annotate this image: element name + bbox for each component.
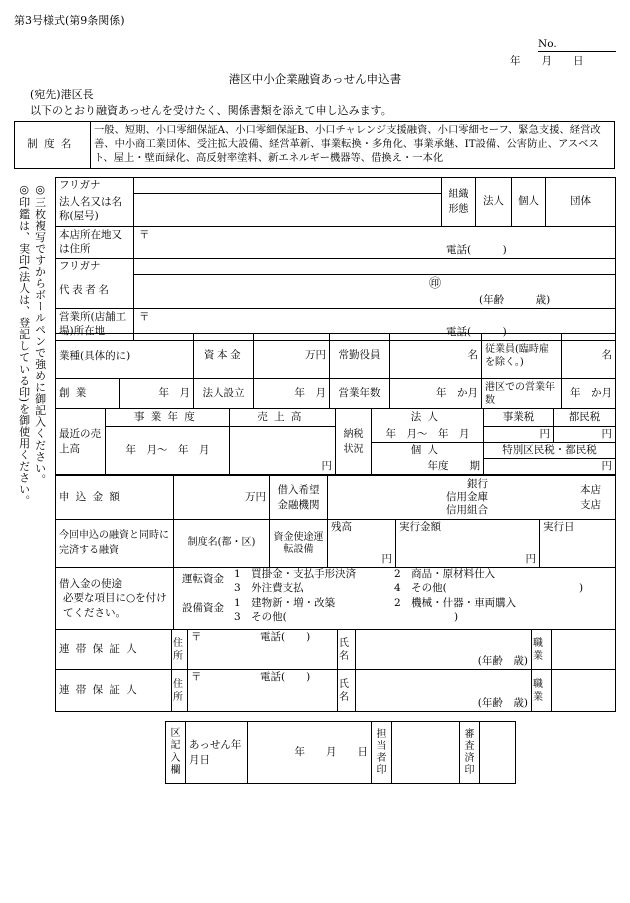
- staff-seal-label: 担当者印: [372, 722, 392, 784]
- application-date[interactable]: 年 月 日: [510, 55, 584, 67]
- loan-amount-input[interactable]: 万円: [174, 476, 270, 520]
- tax-indiv-label: 個人: [372, 443, 484, 459]
- sales-period-input[interactable]: 年 月～ 年 月: [106, 427, 230, 475]
- balance-input[interactable]: [328, 520, 396, 568]
- unten-option-2[interactable]: 2 商品・原材料仕入: [394, 568, 496, 580]
- incorp-input[interactable]: 年 月: [254, 379, 330, 409]
- side-note-seal: ◎印鑑は、実印(法人は、登記している印)を御使用ください。: [17, 183, 31, 507]
- review-seal-label: 審査済印: [460, 722, 480, 784]
- applicant-table: [55, 177, 616, 341]
- branch-shiten: 支店: [580, 499, 601, 511]
- industry-label-text: 業種(具体的に): [59, 349, 131, 362]
- tax-corp-period[interactable]: 年 月～ 年 月: [372, 427, 484, 443]
- guarantor-1-addr-label: 住所: [172, 630, 188, 670]
- incorp-label: 法人設立: [194, 379, 254, 409]
- sales-label: 最近の売上高: [56, 409, 106, 475]
- bank-type-shinkin: 信用金庫: [446, 491, 488, 503]
- guarantor-2-name[interactable]: (年齢 歳): [356, 670, 532, 712]
- unten-option-1[interactable]: 1 買掛金・支払手形決済: [234, 568, 357, 580]
- review-seal-box[interactable]: [480, 722, 516, 784]
- exec-amount-unit: 円: [525, 552, 536, 565]
- tax-label: 納税状況: [336, 409, 372, 475]
- special-tax-input[interactable]: 円: [484, 459, 616, 475]
- years-input[interactable]: 年 か月: [390, 379, 482, 409]
- concurrent-use-label: 資金使途運転設備: [270, 520, 328, 568]
- purpose-options[interactable]: [174, 568, 616, 630]
- address-input[interactable]: [134, 226, 616, 258]
- address-phone: 電話( ): [446, 243, 507, 256]
- guarantor-2-addr-label: 住所: [172, 670, 188, 712]
- employees-input[interactable]: 名: [562, 334, 616, 379]
- unten-option-3[interactable]: 3 外注費支払: [234, 582, 304, 594]
- guarantor-1-job[interactable]: [552, 630, 616, 670]
- guarantor-2-label: 連帯保証人: [56, 670, 172, 712]
- years-label: 営業年数: [330, 379, 390, 409]
- branch-honten: 本店: [580, 484, 601, 496]
- exec-date-input[interactable]: [540, 520, 616, 568]
- guarantor-1-address[interactable]: [188, 630, 338, 670]
- org-option-group[interactable]: 団体: [546, 178, 616, 227]
- setsubi-option-1[interactable]: 1 建物新・増・改築: [234, 597, 336, 609]
- office-date-label: あっせん年月日: [186, 722, 248, 784]
- exec-amount-label: 実行金額: [399, 521, 441, 533]
- tax-corp-label: 法人: [372, 409, 484, 427]
- guarantor-table: [55, 629, 616, 712]
- bank-label: 借入希望金融機関: [270, 476, 328, 520]
- setsubi-option-3[interactable]: 3 その他(: [234, 611, 287, 623]
- office-label: 営業所(店舗工場)所在地: [56, 308, 134, 340]
- guarantor-2-name-label: 氏名: [338, 670, 356, 712]
- guarantor-1-phone: 電話( ): [260, 631, 311, 643]
- guarantor-1-job-label: 職業: [532, 630, 552, 670]
- purpose-title: 借入金の使途: [59, 578, 122, 591]
- minato-years-label: 港区での営業年数: [482, 379, 562, 409]
- furigana-label: フリガナ: [56, 178, 134, 194]
- officers-label: 常勤役員: [330, 334, 390, 379]
- address-label: 本店所在地又は住所: [56, 226, 134, 258]
- concurrent-seido-label: 制度名(都・区): [174, 520, 270, 568]
- name-label: 法人名又は名称(屋号): [56, 193, 134, 226]
- guarantor-2-job[interactable]: [552, 670, 616, 712]
- office-use-label: 区記入欄: [166, 722, 186, 784]
- balance-unit: 円: [381, 552, 392, 565]
- tax-indiv-period[interactable]: 年度 期: [372, 459, 484, 475]
- rep-age: (年齢 歳): [479, 293, 551, 306]
- sales-period-label: 事業年度: [106, 409, 230, 427]
- office-date-input[interactable]: 年 月 日: [248, 722, 372, 784]
- guarantor-2-postal: 〒: [191, 671, 202, 683]
- side-note-ballpen: ◎三枚複写ですからボールペンで強めに御記入ください。: [33, 183, 47, 486]
- founded-input[interactable]: 年 月: [120, 379, 194, 409]
- guarantor-2-address[interactable]: [188, 670, 338, 712]
- guarantor-2-phone: 電話( ): [260, 671, 311, 683]
- rep-name-label: 代表者名: [56, 274, 134, 308]
- bank-input[interactable]: [328, 476, 616, 520]
- rep-furigana-label: フリガナ: [56, 259, 134, 275]
- form-number: 第3号様式(第9条関係): [14, 14, 125, 27]
- business-table: [55, 333, 616, 409]
- biz-tax-label: 事業税: [484, 409, 554, 427]
- concurrent-label: 今回申込の融資と同時に完済する融資: [56, 520, 174, 568]
- exec-amount-input[interactable]: [396, 520, 540, 568]
- sales-amount-label: 売上高: [230, 409, 336, 427]
- addressee: (宛先)港区長: [30, 88, 94, 101]
- page-title: 港区中小企業融資あっせん申込書: [228, 72, 402, 86]
- pref-tax-label: 都民税: [554, 409, 616, 427]
- setsubi-close: ): [454, 611, 459, 623]
- staff-seal-box[interactable]: [392, 722, 460, 784]
- office-postal: 〒: [139, 310, 150, 323]
- unten-close: ): [579, 582, 584, 594]
- special-tax-label: 特別区民税・都民税: [484, 443, 616, 459]
- exec-date-label: 実行日: [543, 521, 575, 533]
- sales-table: [55, 408, 616, 475]
- capital-input[interactable]: 万円: [254, 334, 330, 379]
- address-postal: 〒: [139, 228, 150, 241]
- number-field[interactable]: [538, 38, 616, 52]
- bank-type-kumiai: 信用組合: [446, 504, 488, 516]
- seido-table: [14, 121, 615, 169]
- intro-text: 以下のとおり融資あっせんを受けたく、関係書類を添えて申し込みます。: [30, 104, 392, 117]
- setsubi-label: 設備資金: [182, 602, 224, 614]
- office-phone: 電話( ): [446, 325, 507, 338]
- officers-input[interactable]: 名: [390, 334, 482, 379]
- number-label: No.: [538, 38, 557, 50]
- furigana-input[interactable]: [134, 178, 442, 194]
- office-use-table: [165, 721, 516, 784]
- org-option-corp[interactable]: 法人: [476, 178, 512, 227]
- guarantor-1-postal: 〒: [191, 631, 202, 643]
- org-form-label: 組織形態: [442, 178, 476, 227]
- founded-label: 創業: [56, 379, 120, 409]
- guarantor-1-label: 連帯保証人: [56, 630, 172, 670]
- guarantor-2-job-label: 職業: [532, 670, 552, 712]
- industry-label: [56, 334, 194, 379]
- employees-label: 従業員(臨時雇を除く。): [482, 334, 562, 379]
- loan-table: [55, 475, 616, 630]
- bank-type-bank: 銀行: [467, 478, 488, 490]
- purpose-label: [56, 568, 174, 630]
- guarantor-1-name[interactable]: (年齢 歳): [356, 630, 532, 670]
- pref-tax-input[interactable]: 円: [554, 427, 616, 443]
- purpose-note: 必要な項目に○を付けてください。: [63, 592, 167, 619]
- seal-mark: ㊞: [429, 275, 442, 290]
- unten-label: 運転資金: [182, 573, 224, 585]
- seido-label: 制度名: [15, 122, 91, 169]
- rep-name-input[interactable]: [134, 274, 616, 308]
- org-option-indiv[interactable]: 個人: [512, 178, 546, 227]
- seido-list[interactable]: 一般、短期、小口零細保証A、小口零細保証B、小口チャレンジ支援融資、小口零細セーフ、緊急支援、経営改善、中小商工業団体、受注拡大設備、経営革新、事業転換・多角化、事業承継、IT設備、公害防止、アスベスト、屋上・壁面緑化、高反射率塗料、新エネルギー機器等、借換え・一本化: [91, 122, 615, 169]
- rep-furigana-input[interactable]: [134, 259, 616, 275]
- sales-amount-input[interactable]: 円: [230, 427, 336, 475]
- balance-label: 残高: [331, 521, 352, 533]
- loan-amount-label: 申込金額: [56, 476, 174, 520]
- setsubi-option-2[interactable]: 2 機械・什器・車両購入: [394, 597, 517, 609]
- name-input[interactable]: [134, 193, 442, 226]
- capital-label: 資本金: [194, 334, 254, 379]
- minato-years-input[interactable]: 年 か月: [562, 379, 616, 409]
- guarantor-1-name-label: 氏名: [338, 630, 356, 670]
- biz-tax-input[interactable]: 円: [484, 427, 554, 443]
- unten-option-4[interactable]: 4 その他(: [394, 582, 447, 594]
